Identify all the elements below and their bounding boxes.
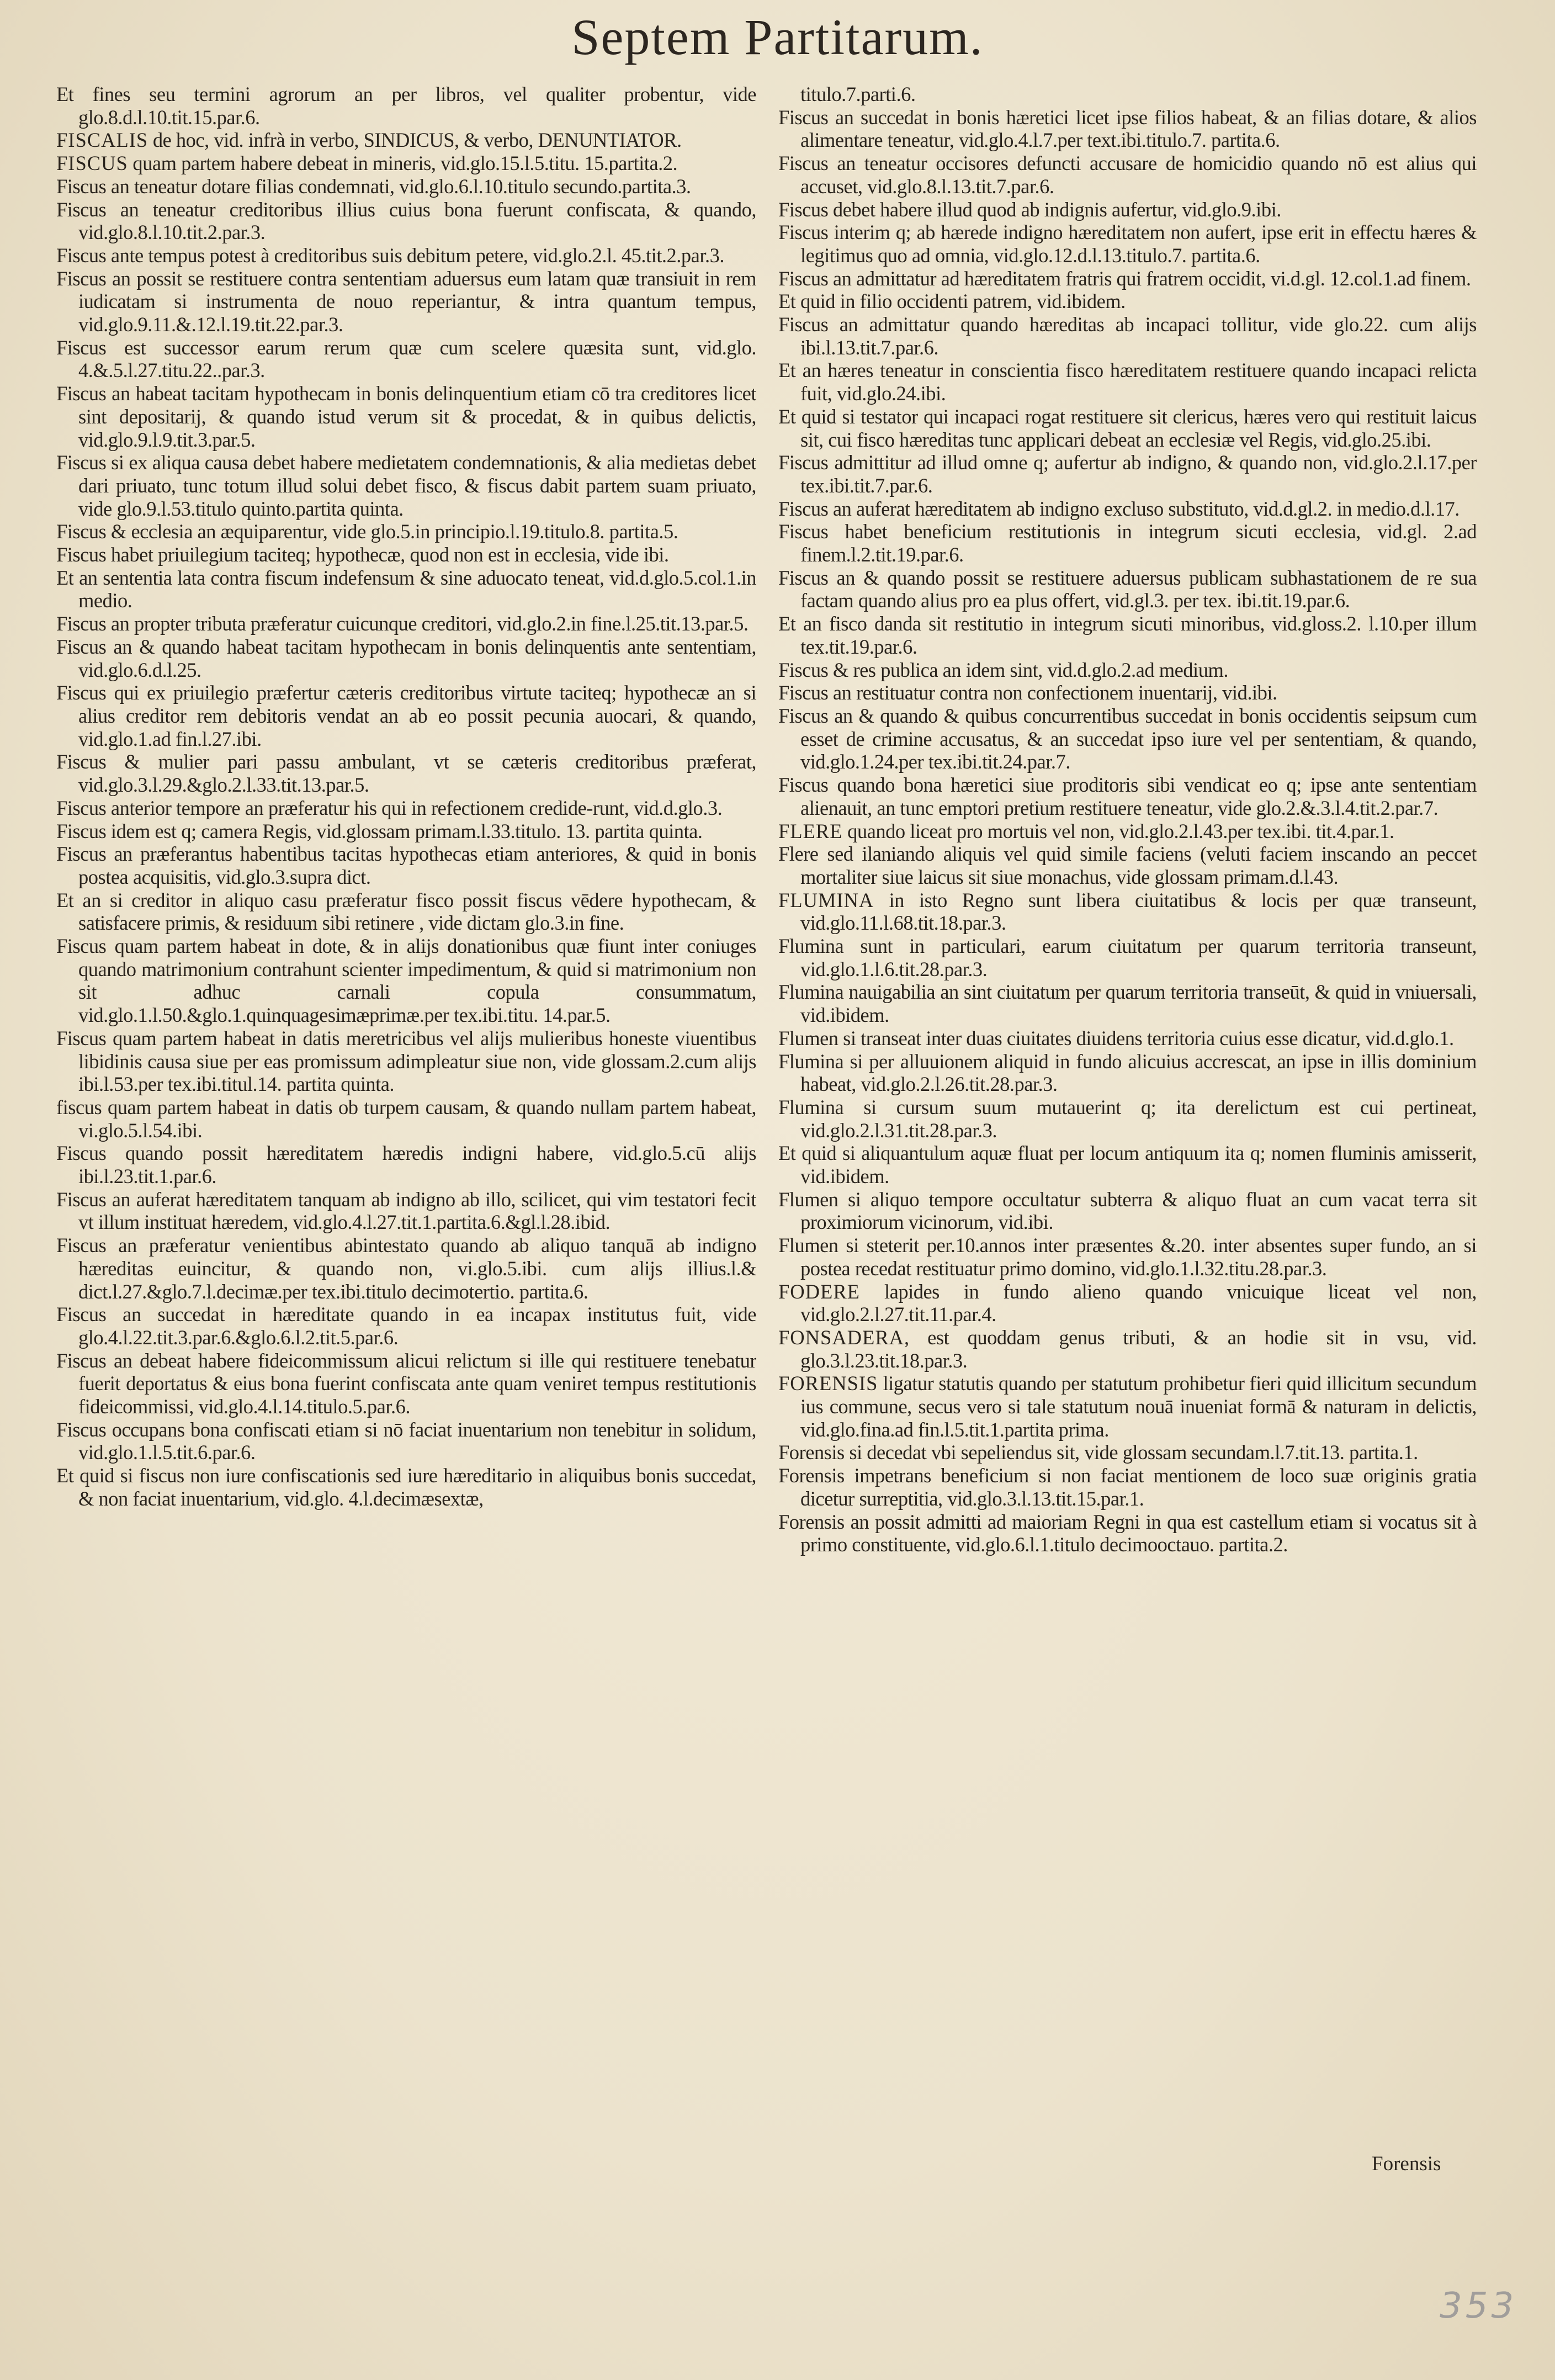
index-entry bbox=[778, 497, 1477, 521]
index-entry bbox=[778, 152, 1477, 198]
entry-text: Fiscus quando possit hæreditatem hæredis indigni habere, vid.glo.5.cū alijs ibi.l.23.tit.1.par.6. bbox=[56, 1142, 756, 1188]
entry-text: Fiscus an possit se restituere contra sententiam aduersus eum latam quæ transiuit in rem iudicatam si instrumenta de nouo reperiantur, & intra quantum tempus, vid.glo.9.11.&.12.l.19.tit.22.par.3. bbox=[56, 267, 756, 336]
entry-text: Flumina sunt in particulari, earum ciuitatum per quarum territoria transeunt, vid.glo.1.l.6.tit.28.par.3. bbox=[778, 935, 1477, 980]
index-entry bbox=[778, 451, 1477, 497]
index-entry bbox=[56, 175, 756, 198]
entry-text: Fiscus quando bona hæretici siue proditoris sibi vendicat eo q; ipse ante sententiam alienauit, an tunc emptori pretium restituere teneatur, vide glo.2.&.3.l.4.tit.2.par.7. bbox=[778, 773, 1477, 819]
entry-text: Fiscus an auferat hæreditatem ab indigno excluso substituto, vid.d.gl.2. in medio.d.l.17. bbox=[778, 497, 1460, 520]
index-entry bbox=[778, 1188, 1477, 1234]
entry-text: Fiscus an teneatur creditoribus illius cuius bona fuerunt confiscata, & quando, vid.glo.8.l.10.tit.2.par.3. bbox=[56, 198, 756, 244]
entry-text: Et quid in filio occidenti patrem, vid.ibidem. bbox=[778, 290, 1126, 313]
entry-headword: FLUMINA bbox=[778, 888, 874, 911]
entry-text: Fiscus an habeat tacitam hypothecam in bonis delinquentium etiam cō tra creditores licet sint depositarij, & quando istud verum sit & procedat, & in quibus delictis, vid.glo.9.l.9.tit.3.par.5. bbox=[56, 382, 756, 451]
index-entry bbox=[778, 405, 1477, 451]
index-entry bbox=[778, 935, 1477, 980]
entry-headword: FISCUS bbox=[56, 152, 128, 175]
index-entry bbox=[778, 1050, 1477, 1096]
index-entry bbox=[778, 1441, 1477, 1464]
index-column-right bbox=[778, 83, 1477, 2197]
index-entry bbox=[778, 773, 1477, 819]
index-entry bbox=[56, 1234, 756, 1303]
entry-text: in isto Regno sunt libera ciuitatibus & locis per quæ transeunt, vid.glo.11.l.68.tit.18.par.3. bbox=[800, 888, 1477, 935]
entry-text: titulo.7.parti.6. bbox=[800, 83, 916, 105]
entry-text: Fiscus idem est q; camera Regis, vid.glossam primam.l.33.titulo. 13. partita quinta. bbox=[56, 819, 703, 842]
index-entry bbox=[56, 451, 756, 520]
entry-text: Et quid si aliquantulum aquæ fluat per locum antiquum ita q; nomen fluminis amisserit, vid.ibidem. bbox=[778, 1142, 1477, 1188]
index-entry bbox=[56, 1303, 756, 1349]
entry-text: Fiscus & res publica an idem sint, vid.d.glo.2.ad medium. bbox=[778, 658, 1228, 681]
entry-text: Fiscus an & quando & quibus concurrentibus succedat in bonis occidentis seipsum cum esset de crimine accusatus, & an succedat ipso iure vel per sententiam, & quando, vid.glo.1.24.per tex.ibi.tit.24.par.7. bbox=[778, 704, 1477, 773]
folio-number: 353 bbox=[1440, 2286, 1517, 2326]
catchword: Forensis bbox=[1372, 2153, 1441, 2175]
index-entry bbox=[778, 313, 1477, 359]
entry-text: fiscus quam partem habeat in datis ob turpem causam, & quando nullam partem habeat, vi.glo.5.l.54.ibi. bbox=[56, 1095, 756, 1142]
entry-headword: FLERE bbox=[778, 819, 843, 842]
entry-text: Et an fisco danda sit restitutio in integrum sicuti minoribus, vid.gloss.2. l.10.per illum tex.tit.19.par.6. bbox=[778, 612, 1477, 658]
entry-text: Flumen si aliquo tempore occultatur subterra & aliquo fluat an cum vacat terra sit proximiorum vicinorum, vid.ibi. bbox=[778, 1188, 1477, 1234]
index-entry bbox=[778, 520, 1477, 566]
entry-text: Fiscus an debeat habere fideicommissum alicui relictum si ille qui restituere tenebatur fuerit deportatus & eius bona fuerint confiscata ante quam veniret tempus restitutionis fideicommissi, vid.glo.4.l.14.titulo.5.par.6. bbox=[56, 1349, 756, 1418]
index-entry bbox=[56, 198, 756, 244]
index-entry bbox=[56, 267, 756, 336]
index-entry bbox=[56, 612, 756, 635]
index-entry bbox=[56, 750, 756, 796]
entry-text: Flumen si steterit per.10.annos inter præsentes &.20. inter absentes super fundo, an si postea recedat restituatur primo domino, vid.glo.1.l.32.titu.28.par.3. bbox=[778, 1234, 1477, 1280]
index-entry bbox=[56, 83, 756, 129]
entry-text: Fiscus admittitur ad illud omne q; aufertur ab indigno, & quando non, vid.glo.2.l.17.per tex.ibi.tit.7.par.6. bbox=[778, 451, 1477, 497]
entry-text: Flumen si transeat inter duas ciuitates diuidens territoria cuius esse dicatur, vid.d.glo.1. bbox=[778, 1026, 1454, 1049]
entry-text: Fiscus an & quando possit se restituere aduersus publicam subhastationem de re sua factam quando alius pro ea plus offert, vid.gl.3. per tex. ibi.tit.19.par.6. bbox=[778, 566, 1477, 612]
index-entry bbox=[56, 244, 756, 267]
index-entry bbox=[56, 520, 756, 543]
entry-text: Et an si creditor in aliquo casu præferatur fisco possit fiscus vēdere hypothecam, & satisfacere primis, & residuum sibi retinere , vide dictam glo.3.in fine. bbox=[56, 888, 756, 935]
index-entry bbox=[778, 1326, 1477, 1372]
index-entry bbox=[778, 820, 1477, 843]
entry-text: Fiscus quam partem habeat in dote, & in alijs donationibus quæ fiunt inter coniuges quando matrimonium contrahunt scienter impedimentum, & quid si matrimonium non sit adhuc carnali copula consummatum, vid.glo.1.l.50.&glo.1.quinquagesimæprimæ.per tex.ibi.titu. 14.par.5. bbox=[56, 935, 756, 1027]
index-entry bbox=[56, 566, 756, 612]
index-entry bbox=[778, 198, 1477, 221]
entry-text: Fiscus habet beneficium restitutionis in integrum sicuti ecclesia, vid.gl. 2.ad finem.l.2.tit.19.par.6. bbox=[778, 520, 1477, 566]
entry-headword: FODERE bbox=[778, 1280, 860, 1303]
index-entry bbox=[778, 612, 1477, 658]
entry-text: ligatur statutis quando per statutum prohibetur fieri quid illicitum secundum ius commune, secus vero si tale statutum nouā inueniat formā & naturam in delictis, vid.glo.fina.ad fin.l.5.tit.1.partita prima. bbox=[800, 1372, 1477, 1441]
entry-text: Fiscus interim q; ab hærede indigno hæreditatem non aufert, ipse erit in effectu hæres & legitimus quo ad omnia, vid.glo.12.d.l.13.titulo.7. partita.6. bbox=[778, 221, 1477, 267]
entry-text: Flumina si per alluuionem aliquid in fundo alicuius accrescat, an ipse in illis dominium habeat, vid.glo.2.l.26.tit.28.par.3. bbox=[778, 1049, 1477, 1096]
entry-text: Fiscus occupans bona confiscati etiam si nō faciat inuentarium non tenebitur in solidum, vid.glo.1.l.5.tit.6.par.6. bbox=[56, 1418, 756, 1464]
entry-text: Fiscus an auferat hæreditatem tanquam ab indigno ab illo, scilicet, qui vim testatori fecit vt illum instituat hæredem, vid.glo.4.l.27.tit.1.partita.6.&gl.l.28.ibid. bbox=[56, 1188, 756, 1234]
entry-text: Fiscus qui ex priuilegio præfertur cæteris creditoribus virtute taciteq; hypothecæ an si alius creditor rem debitoris vendat an ab eo possit pecunia auocari, & quando, vid.glo.1.ad fin.l.27.ibi. bbox=[56, 681, 756, 750]
entry-text: Flumina nauigabilia an sint ciuitatum per quarum territoria transeūt, & quid in vniuersali, vid.ibidem. bbox=[778, 980, 1477, 1027]
index-entry bbox=[56, 635, 756, 681]
index-entry bbox=[778, 1027, 1477, 1050]
index-entry bbox=[778, 704, 1477, 773]
index-entry bbox=[56, 1464, 756, 1510]
entry-text: Fiscus est successor earum rerum quæ cum scelere quæsita sunt, vid.glo. 4.&.5.l.27.titu.22..par.3. bbox=[56, 336, 756, 382]
entry-headword: FORENSIS bbox=[778, 1372, 878, 1395]
entry-text: Fiscus an præferantus habentibus tacitas hypothecas etiam anteriores, & quid in bonis postea acquisitis, vid.glo.3.supra dict. bbox=[56, 842, 756, 888]
running-header: Septem Partitarum. bbox=[571, 9, 984, 65]
entry-text: Fiscus quam partem habeat in datis meretricibus vel alijs mulieribus honeste viuentibus libidinis causa siue per eas promissum adimpleatur siue non, vide glossam.2.cum alijs ibi.l.53.per tex.ibi.titul.14. partita quinta. bbox=[56, 1026, 756, 1096]
entry-text: Forensis impetrans beneficium si non faciat mentionem de loco suæ originis gratia dicetur surreptitia, vid.glo.3.l.13.tit.15.par.1. bbox=[778, 1464, 1477, 1510]
entry-text: Fiscus & mulier pari passu ambulant, vt se cæteris creditoribus præferat, vid.glo.3.l.29.&glo.2.l.33.tit.13.par.5. bbox=[56, 750, 756, 797]
entry-text: Et an hæres teneatur in conscientia fisco hæreditatem restituere quando incapaci relicta fuit, vid.glo.24.ibi. bbox=[778, 359, 1477, 405]
entry-text: Flumina si cursum suum mutauerint q; ita derelictum est cui pertineat, vid.glo.2.l.31.tit.28.par.3. bbox=[778, 1095, 1477, 1142]
index-entry bbox=[56, 1096, 756, 1142]
index-entry bbox=[56, 129, 756, 152]
entry-text: Fiscus an propter tributa præferatur cuicunque creditori, vid.glo.2.in fine.l.25.tit.13.par.5. bbox=[56, 612, 749, 635]
entry-text: Fiscus an admittatur ad hæreditatem fratris qui fratrem occidit, vi.d.gl. 12.col.1.ad finem. bbox=[778, 267, 1471, 290]
entry-text: Et quid si fiscus non iure confiscationis sed iure hæreditario in aliquibus bonis succedat, & non faciat inuentarium, vid.glo. 4.l.decimæsextæ, bbox=[56, 1464, 756, 1510]
index-entry bbox=[778, 842, 1477, 888]
entry-text: Fiscus an succedat in hæreditate quando in ea incapax institutus fuit, vide glo.4.l.22.tit.3.par.6.&glo.6.l.2.tit.5.par.6. bbox=[56, 1303, 756, 1349]
index-entry bbox=[778, 1280, 1477, 1326]
entry-text: quando liceat pro mortuis vel non, vid.glo.2.l.43.per tex.ibi. tit.4.par.1. bbox=[842, 819, 1394, 842]
index-column-left bbox=[56, 83, 756, 2197]
index-entry bbox=[56, 935, 756, 1027]
index-entry bbox=[56, 842, 756, 888]
entry-text: , est quoddam genus tributi, & an hodie sit in vsu, vid. glo.3.l.23.tit.18.par.3. bbox=[800, 1326, 1477, 1372]
index-entry bbox=[778, 889, 1477, 935]
entry-text: Flere sed ilaniando aliquis vel quid simile faciens (veluti faciem inscando an peccet mortaliter siue laicus sit siue monachus, vide glossam primam.d.l.43. bbox=[778, 842, 1477, 888]
entry-text: Fiscus an & quando habeat tacitam hypothecam in bonis delinquentis ante sententiam, vid.glo.6.d.l.25. bbox=[56, 635, 756, 681]
index-entry bbox=[778, 1234, 1477, 1280]
index-entry bbox=[778, 106, 1477, 152]
index-entry bbox=[56, 797, 756, 820]
index-entry bbox=[56, 543, 756, 566]
index-entry bbox=[56, 681, 756, 750]
entry-text: Forensis an possit admitti ad maioriam Regni in qua est castellum etiam si vocatus sit à primo constituente, vid.glo.6.l.1.titulo decimooctauo. partita.2. bbox=[778, 1510, 1477, 1556]
entry-text: quam partem habere debeat in mineris, vid.glo.15.l.5.titu. 15.partita.2. bbox=[128, 152, 678, 175]
entry-headword: FONSADERA bbox=[778, 1326, 905, 1349]
entry-text: Fiscus an succedat in bonis hæretici licet ipse filios habeat, & an filias dotare, & alios alimentare teneatur, vid.glo.4.l.7.per text.ibi.titulo.7. partita.6. bbox=[778, 105, 1477, 152]
entry-text: Et fines seu termini agrorum an per libros, vel qualiter probentur, vide glo.8.d.l.10.tit.15.par.6. bbox=[56, 83, 756, 129]
entry-text: Fiscus an restituatur contra non confectionem inuentarij, vid.ibi. bbox=[778, 681, 1277, 704]
index-entry bbox=[778, 290, 1477, 313]
entry-text: Et quid si testator qui incapaci rogat restituere sit clericus, hæres vero qui restituit laicus sit, cui fisco hæreditas tunc applicari debeat an ecclesiæ vel Regis, vid.glo.25.ibi. bbox=[778, 405, 1477, 451]
entry-text: Fiscus an admittatur quando hæreditas ab incapaci tollitur, vide glo.22. cum alijs ibi.l.13.tit.7.par.6. bbox=[778, 313, 1477, 359]
entry-text: Forensis si decedat vbi sepeliendus sit, vide glossam secundam.l.7.tit.13. partita.1. bbox=[778, 1441, 1418, 1464]
index-entry bbox=[778, 980, 1477, 1026]
index-entry bbox=[778, 566, 1477, 612]
entry-text: Fiscus an teneatur dotare filias condemnati, vid.glo.6.l.10.titulo secundo.partita.3. bbox=[56, 174, 691, 198]
index-entry bbox=[778, 659, 1477, 682]
entry-text: Fiscus habet priuilegium taciteq; hypothecæ, quod non est in ecclesia, vide ibi. bbox=[56, 543, 669, 566]
index-entry bbox=[56, 820, 756, 843]
index-entry bbox=[56, 1188, 756, 1234]
index-entry bbox=[778, 83, 1477, 106]
index-entry bbox=[778, 221, 1477, 267]
index-entry bbox=[778, 1142, 1477, 1188]
entry-text: Fiscus an præferatur venientibus abintestato quando ab aliquo tanquā ab indigno hæreditas euincitur, & quando non, vi.glo.5.ibi. cum alijs illius.l.& dict.l.27.&glo.7.l.decimæ.per tex.ibi.titulo decimotertio. partita.6. bbox=[56, 1234, 756, 1303]
entry-text: Et an sententia lata contra fiscum indefensum & sine aduocato teneat, vid.d.glo.5.col.1.in medio. bbox=[56, 566, 756, 612]
entry-text: Fiscus anterior tempore an præferatur his qui in refectionem credide-runt, vid.d.glo.3. bbox=[56, 796, 723, 819]
entry-headword: FISCALIS bbox=[56, 129, 148, 152]
index-entry bbox=[778, 267, 1477, 290]
entry-text: de hoc, vid. infrà in verbo, SINDICUS, & verbo, DENUNTIATOR. bbox=[148, 129, 682, 152]
entry-text: Fiscus an teneatur occisores defuncti accusare de homicidio quando nō est alius qui accuset, vid.glo.8.l.13.tit.7.par.6. bbox=[778, 152, 1477, 198]
index-entry bbox=[778, 1464, 1477, 1510]
entry-text: Fiscus debet habere illud quod ab indignis aufertur, vid.glo.9.ibi. bbox=[778, 198, 1281, 221]
index-entry bbox=[56, 1349, 756, 1418]
index-entry bbox=[778, 1372, 1477, 1441]
index-entry bbox=[56, 889, 756, 935]
index-entry bbox=[778, 359, 1477, 405]
index-entry bbox=[56, 1418, 756, 1464]
index-entry bbox=[778, 1096, 1477, 1142]
index-entry bbox=[56, 382, 756, 451]
entry-text: Fiscus si ex aliqua causa debet habere medietatem condemnationis, & alia medietas debet dari priuato, tunc totum illud solui debet fisco, & fiscus dabit partem suam priuato, vide glo.9.l.53.titulo quinto.partita quinta. bbox=[56, 451, 756, 520]
index-entry bbox=[56, 1027, 756, 1096]
entry-text: Fiscus & ecclesia an æquiparentur, vide glo.5.in principio.l.19.titulo.8. partita.5. bbox=[56, 520, 678, 543]
index-entry bbox=[778, 1510, 1477, 1556]
index-entry bbox=[56, 336, 756, 382]
index-entry bbox=[56, 152, 756, 175]
entry-text: lapides in fundo alieno quando vnicuique liceat vel non, vid.glo.2.l.27.tit.11.par.4. bbox=[800, 1280, 1477, 1326]
index-entry bbox=[56, 1142, 756, 1188]
entry-text: Fiscus ante tempus potest à creditoribus suis debitum petere, vid.glo.2.l. 45.tit.2.par.3. bbox=[56, 243, 725, 267]
index-entry bbox=[778, 681, 1477, 704]
